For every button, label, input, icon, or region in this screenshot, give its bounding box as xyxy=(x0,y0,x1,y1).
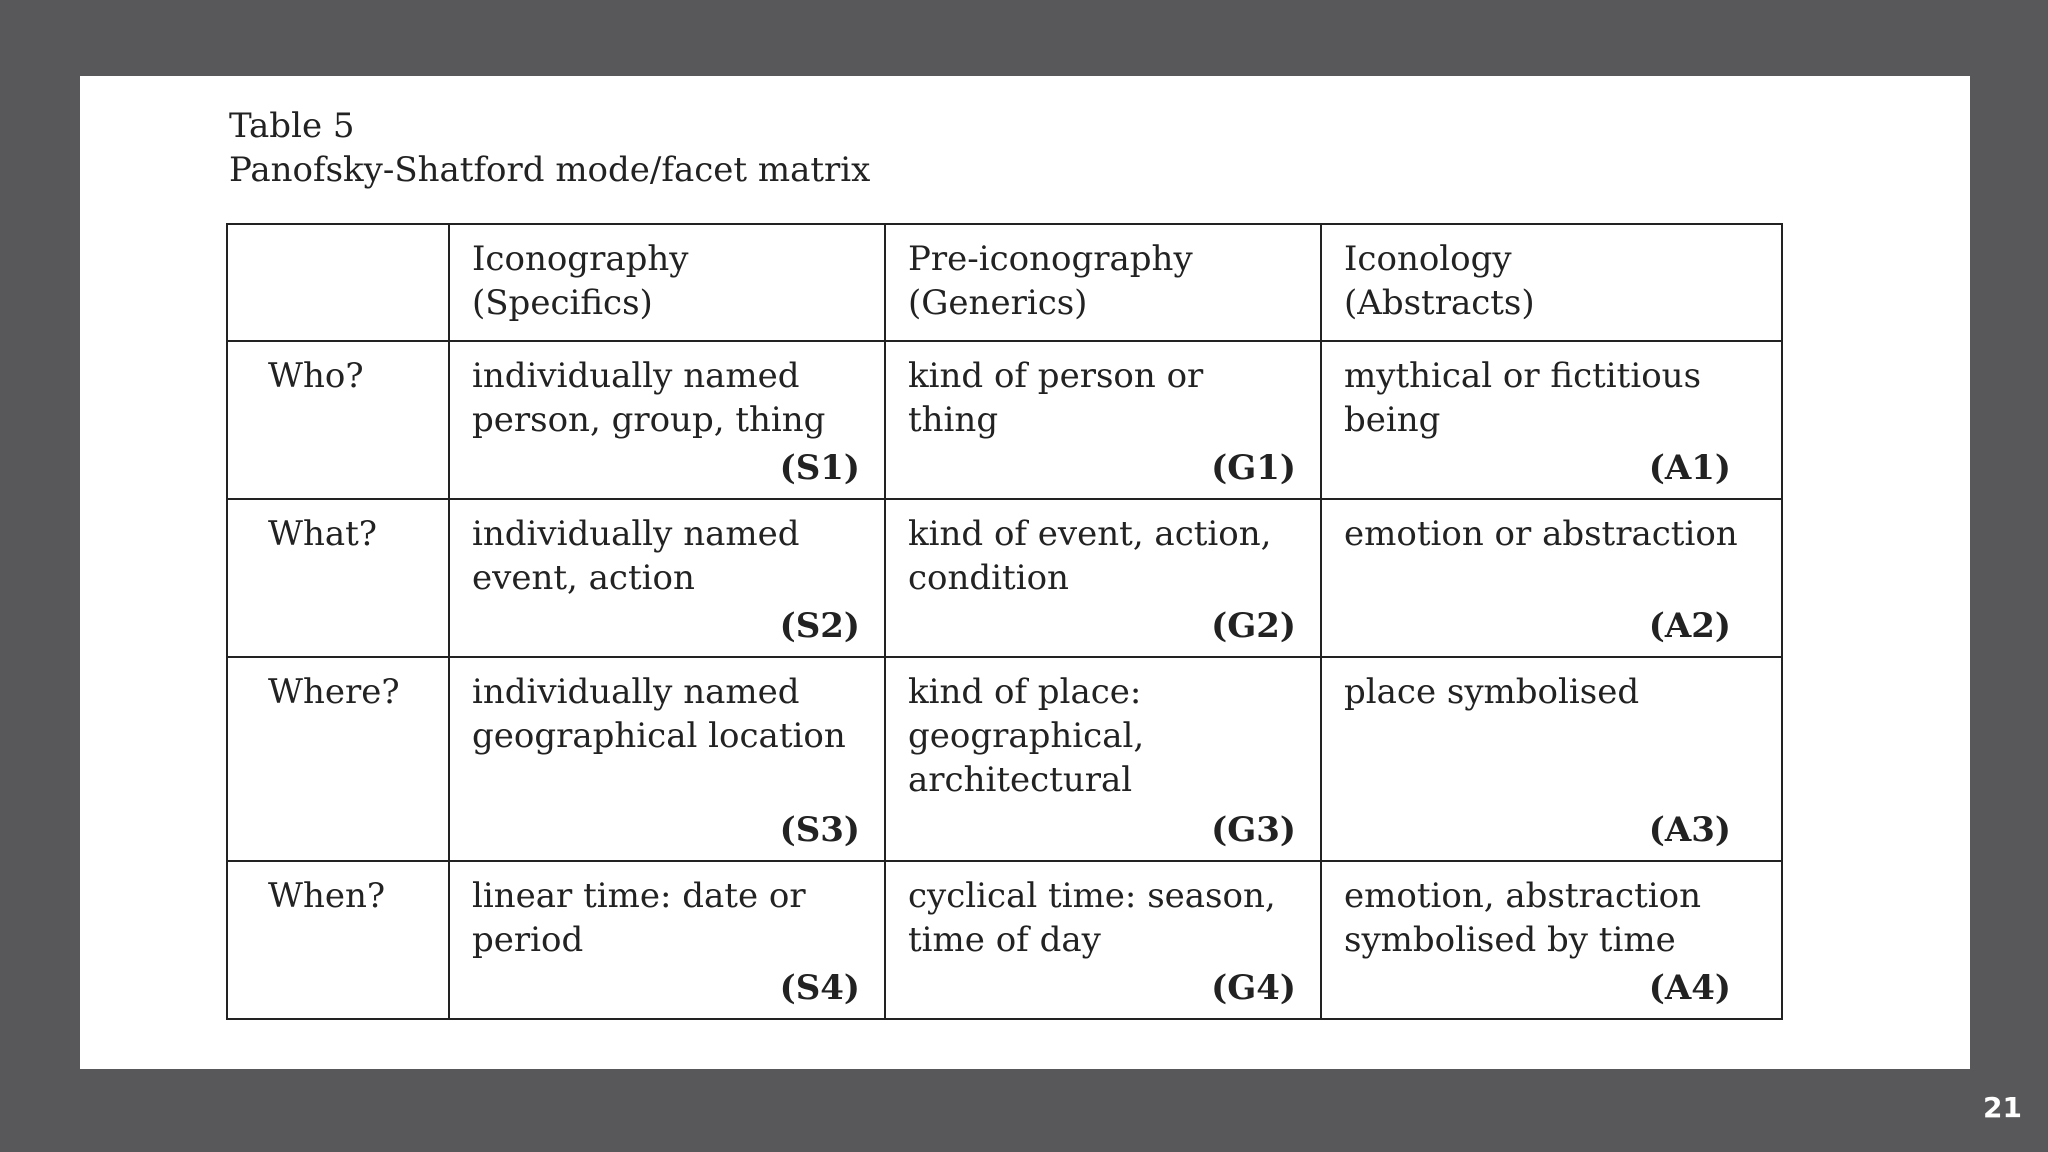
cell-code: (G2) xyxy=(1211,606,1296,647)
column-header-iconography: Iconography (Specifics) xyxy=(449,224,885,341)
matrix-cell: place symbolised (A3) xyxy=(1321,657,1782,861)
row-label: Where? xyxy=(227,657,449,861)
corner-cell xyxy=(227,224,449,341)
table-row xyxy=(227,499,1782,657)
row-label: When? xyxy=(227,861,449,1019)
row-label: Who? xyxy=(227,341,449,499)
cell-code: (S1) xyxy=(779,448,860,489)
cell-code: (S2) xyxy=(779,606,860,647)
column-header-pre-iconography: Pre-iconography (Generics) xyxy=(885,224,1321,341)
page-number: 21 xyxy=(1983,1091,2022,1124)
table-label: Table 5 xyxy=(229,106,355,146)
matrix-cell: mythical or fictitious being (A1) xyxy=(1321,341,1782,499)
matrix-cell: kind of event, action, condition (G2) xyxy=(885,499,1321,657)
matrix-cell: kind of person or thing (G1) xyxy=(885,341,1321,499)
table-title: Panofsky-Shatford mode/facet matrix xyxy=(229,150,871,190)
matrix-cell: individually named event, action (S2) xyxy=(449,499,885,657)
table-row xyxy=(227,341,1782,499)
matrix-cell: linear time: date or period (S4) xyxy=(449,861,885,1019)
cell-code: (A1) xyxy=(1648,448,1731,489)
cell-code: (A3) xyxy=(1648,809,1731,850)
matrix-cell: emotion, abstraction symbolised by time (A4) xyxy=(1321,861,1782,1019)
matrix-cell: kind of place: geographical, architectural (G3) xyxy=(885,657,1321,861)
matrix-cell: individually named geographical location (S3) xyxy=(449,657,885,861)
cell-code: (S3) xyxy=(779,809,860,850)
matrix-cell: emotion or abstraction (A2) xyxy=(1321,499,1782,657)
cell-code: (A4) xyxy=(1648,968,1731,1008)
cell-code: (S4) xyxy=(779,968,860,1008)
mode-facet-matrix xyxy=(226,223,1783,1020)
matrix-cell: individually named person, group, thing (S1) xyxy=(449,341,885,499)
cell-code: (A2) xyxy=(1648,606,1731,647)
column-header-iconology: Iconology (Abstracts) xyxy=(1321,224,1782,341)
matrix-cell: cyclical time: season, time of day (G4) xyxy=(885,861,1321,1019)
cell-code: (G1) xyxy=(1211,448,1296,489)
table-row xyxy=(227,657,1782,861)
header-row xyxy=(227,224,1782,341)
slide xyxy=(80,76,1970,1069)
row-label: What? xyxy=(227,499,449,657)
cell-code: (G4) xyxy=(1211,968,1296,1008)
cell-code: (G3) xyxy=(1211,809,1296,850)
table-caption xyxy=(229,104,870,192)
table-row xyxy=(227,861,1782,1019)
